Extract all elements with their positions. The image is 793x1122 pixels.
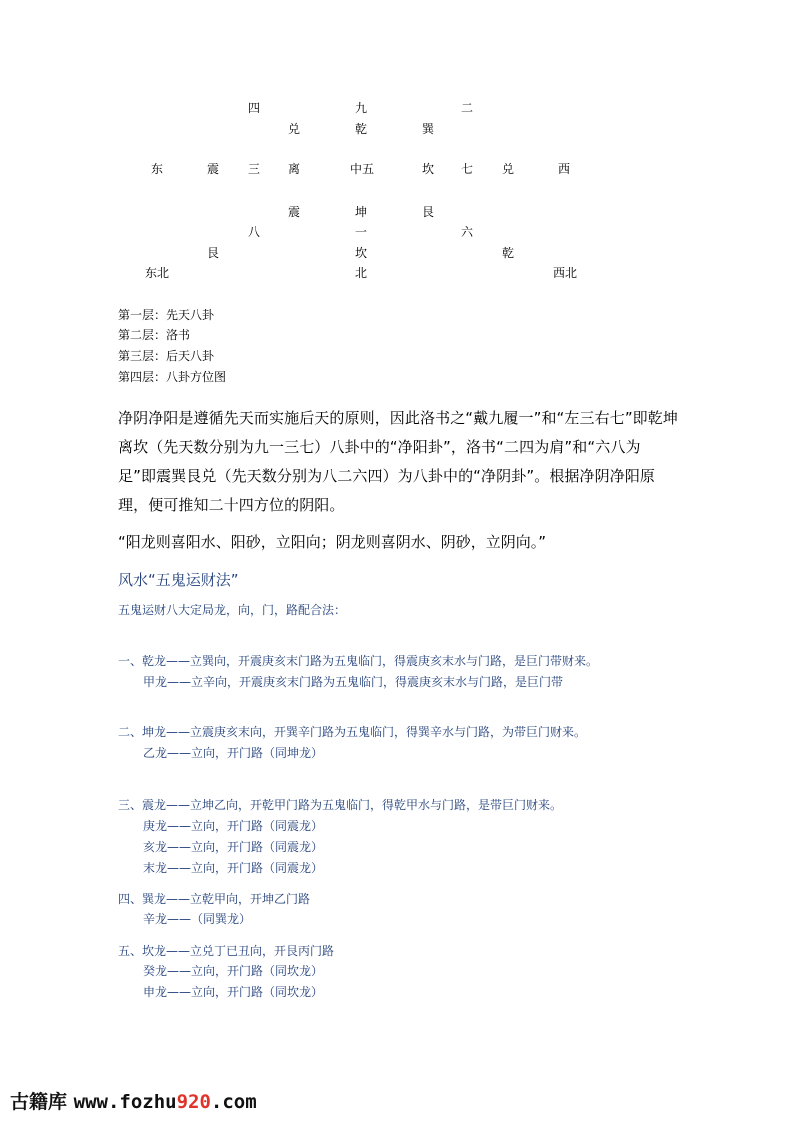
diagram-cell: 艮 (422, 205, 435, 219)
diagram-cell: 震 (288, 205, 301, 219)
diagram-cell: 坎 (355, 246, 368, 260)
list-item: 四、巽龙——立乾甲向，开坤乙门路 (118, 892, 311, 906)
diagram-cell: 七 (461, 162, 474, 176)
list-item: 申龙——立向，开门路（同坎龙） (143, 985, 324, 999)
diagram-cell: 西 (558, 162, 571, 176)
legend-item: 第二层：洛书 (118, 328, 191, 342)
list-item: 末龙——立向，开门路（同震龙） (143, 861, 324, 875)
url-number: 920 (176, 1091, 211, 1113)
diagram-cell: 西北 (553, 266, 578, 280)
diagram-cell: 坤 (355, 205, 368, 219)
diagram-cell: 三 (248, 162, 261, 176)
diagram-cell: 北 (355, 266, 368, 280)
list-item: 辛龙——（同巽龙） (143, 912, 252, 926)
diagram-cell: 东 (151, 162, 164, 176)
site-url[interactable] (74, 1091, 257, 1113)
list-item: 甲龙——立辛向，开震庚亥末门路为五鬼临门，得震庚亥末水与门路，是巨门带 (143, 675, 564, 689)
list-item: 二、坤龙——立震庚亥末向，开巽辛门路为五鬼临门，得巽辛水与门路，为带巨门财来。 (118, 725, 587, 739)
legend-item: 第四层：八卦方位图 (118, 370, 227, 384)
diagram-cell: 八 (248, 225, 261, 239)
quote-line: “阳龙则喜阳水、阳砂，立阳向；阴龙则喜阴水、阴砂，立阴向。” (118, 533, 547, 551)
list-item: 一、乾龙——立巽向，开震庚亥末门路为五鬼临门，得震庚亥末水与门路，是巨门带财来。 (118, 654, 599, 668)
list-item: 庚龙——立向，开门路（同震龙） (143, 819, 324, 833)
diagram-cell: 兑 (502, 162, 515, 176)
diagram-cell: 四 (248, 101, 261, 115)
url-prefix: www.fozhu (73, 1091, 177, 1113)
list-item: 五、坎龙——立兑丁已丑向，开艮丙门路 (118, 944, 335, 958)
diagram-cell: 坎 (422, 162, 435, 176)
diagram-cell: 巽 (422, 122, 435, 136)
list-item: 乙龙——立向，开门路（同坤龙） (143, 746, 324, 760)
diagram-cell: 一 (355, 225, 368, 239)
diagram-cell: 六 (461, 225, 474, 239)
legend-item: 第一层：先天八卦 (118, 308, 215, 322)
list-item: 癸龙——立向，开门路（同坎龙） (143, 964, 324, 978)
diagram-cell: 东北 (145, 266, 170, 280)
diagram-cell: 二 (461, 101, 474, 115)
url-suffix: .com (210, 1091, 257, 1113)
diagram-cell: 乾 (502, 246, 515, 260)
section-subheading: 五鬼运财八大定局龙，向，门，路配合法： (118, 603, 347, 617)
diagram-cell: 艮 (207, 246, 220, 260)
body-paragraph: 净阴净阳是遵循先天而实施后天的原则，因此洛书之“戴九履一”和“左三右七”即乾坤离坎（先天数分别为九一三七）八卦中的“净阳卦”，洛书“二四为肩”和“六八为足”即震巽艮兑（先天数分别为八二六四）为八卦中的“净阴卦”。根据净阴净阳原理，便可推知二十四方位的阴阳。 (118, 409, 678, 514)
list-item: 亥龙——立向，开门路（同震龙） (143, 840, 324, 854)
diagram-cell: 离 (288, 162, 301, 176)
diagram-cell: 乾 (355, 122, 368, 136)
list-item: 三、震龙——立坤乙向，开乾甲门路为五鬼临门，得乾甲水与门路，是带巨门财来。 (118, 798, 563, 812)
diagram-cell: 震 (207, 162, 220, 176)
site-footer (10, 1091, 257, 1113)
site-name: 古籍库 (10, 1091, 68, 1113)
section-heading: 风水“五鬼运财法” (118, 571, 239, 589)
diagram-cell: 九 (355, 101, 368, 115)
legend-item: 第三层：后天八卦 (118, 349, 215, 363)
diagram-cell: 中五 (350, 162, 375, 176)
diagram-cell: 兑 (288, 122, 301, 136)
